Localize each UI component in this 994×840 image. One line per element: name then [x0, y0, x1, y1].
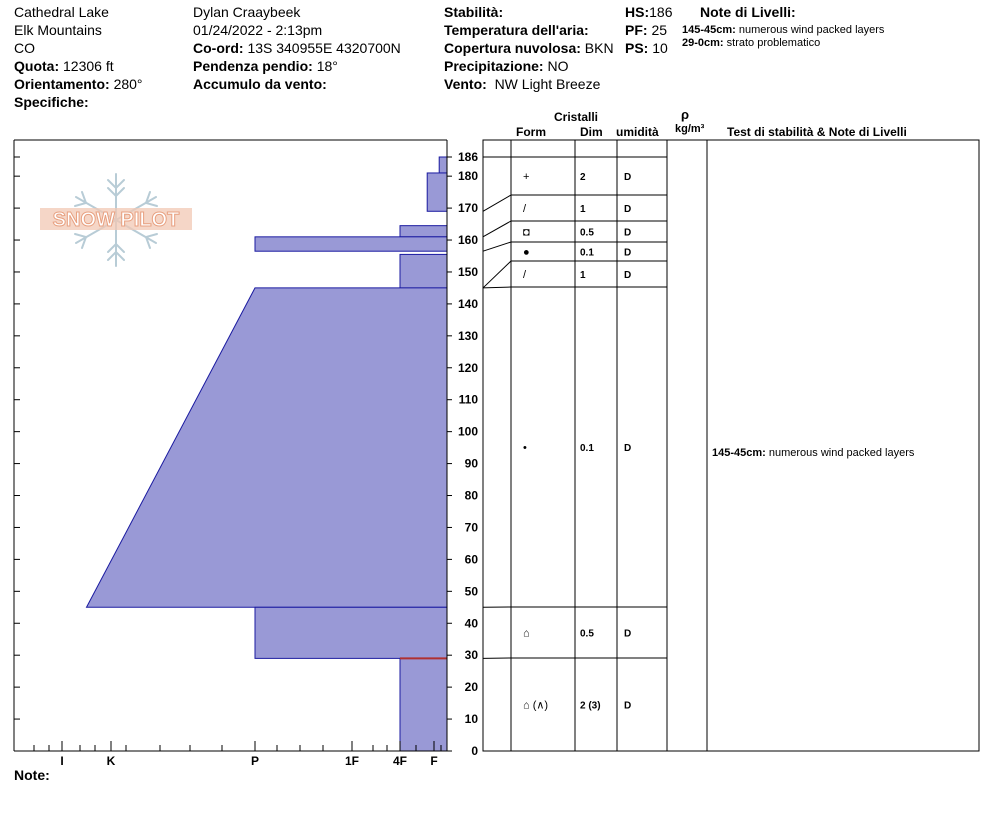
layer-moisture-5: D [624, 270, 632, 281]
layer-form-3: ◘ [523, 226, 530, 239]
hardness-layer-5 [400, 254, 447, 288]
hardness-tick-label-1F: 1F [344, 754, 360, 768]
state: CO [14, 40, 35, 56]
hs-label: HS: [625, 4, 650, 20]
layer-form-6: • [523, 442, 527, 454]
cloud-value: BKN [584, 40, 614, 56]
layer-notes-title: Note di Livelli: [700, 4, 796, 20]
depth-tick-label-20: 20 [464, 680, 478, 695]
logo-text: SNOW PILOT [52, 209, 180, 231]
depth-tick-label-50: 50 [464, 584, 478, 599]
layer-moisture-6: D [624, 443, 632, 454]
moisture-header: umidità [616, 125, 659, 139]
hardness-layer-1 [439, 157, 447, 173]
depth-connector-4 [483, 261, 511, 288]
wind-value: NW Light Breeze [494, 76, 601, 92]
notes-label: Note: [14, 767, 50, 783]
slope-label: Pendenza pendio: [193, 58, 313, 74]
layer-note-2-text: strato problematico [726, 37, 821, 49]
aspect-label: Orientamento: [14, 76, 110, 92]
aspect-value: 280° [113, 76, 143, 92]
density-unit: kg/m³ [675, 123, 705, 135]
hardness-layer-7 [255, 607, 447, 658]
layer-size-5: 1 [580, 270, 586, 281]
layer-table [483, 140, 979, 751]
hardness-layer-8 [400, 658, 447, 751]
depth-tick-label-110: 110 [458, 392, 478, 407]
depth-tick-label-180: 180 [457, 169, 478, 184]
depth-tick-label-186: 186 [457, 150, 478, 164]
depth-tick-label-140: 140 [457, 296, 478, 311]
layer-size-7: 0.5 [580, 628, 594, 640]
pf-label: PF: [625, 22, 648, 38]
hardness-plot [14, 140, 447, 751]
depth-tick-label-120: 120 [457, 360, 478, 375]
layer-form-4: ● [523, 246, 530, 259]
depth-tick-label-90: 90 [464, 456, 478, 471]
coord-label: Co-ord: [193, 40, 244, 56]
depth-tick-label-70: 70 [464, 520, 478, 535]
specifics-label: Specifiche: [14, 94, 89, 110]
hardness-tick-label-F: F [430, 754, 438, 768]
hardness-layer-6 [87, 288, 448, 607]
size-header: Dim [580, 125, 603, 139]
precip-value: NO [547, 58, 569, 74]
layer-size-4: 0.1 [580, 247, 594, 259]
stability-note-range: 145-45cm: [712, 447, 769, 459]
hardness-tick-label-K: K [106, 754, 116, 768]
depth-tick-label-80: 80 [464, 488, 478, 503]
hardness-tick-label-P: P [250, 754, 260, 768]
observer-name: Dylan Craaybeek [193, 4, 301, 20]
precip-label: Precipitazione: [444, 58, 544, 74]
location: Cathedral Lake [14, 4, 109, 20]
crystals-header: Cristalli [554, 110, 599, 124]
coord-value: 13S 340955E 4320700N [247, 40, 401, 56]
depth-connector-1 [483, 195, 511, 211]
layer-size-1: 2 [580, 172, 586, 183]
depth-tick-label-10: 10 [464, 712, 478, 727]
layer-moisture-7: D [624, 628, 632, 640]
layer-note-1-range: 145-45cm: [682, 24, 736, 36]
depth-connector-5 [483, 287, 511, 288]
layer-size-6: 0.1 [580, 443, 594, 454]
layer-size-8: 2 (3) [580, 700, 601, 712]
hardness-tick-label-4F: 4F [392, 754, 408, 768]
hardness-layer-4 [255, 237, 447, 251]
depth-tick-label-100: 100 [457, 424, 478, 439]
layer-moisture-3: D [624, 227, 632, 239]
stability-note [712, 447, 915, 459]
layer-moisture-8: D [624, 700, 632, 712]
layer-size-2: 1 [580, 204, 586, 215]
layer-form-5: / [523, 269, 527, 281]
elevation-label: Quota: [14, 58, 60, 74]
layer-form-8: ⌂ (∧) [523, 699, 549, 712]
layer-moisture-4: D [624, 247, 632, 259]
stability-label: Stabilità: [444, 4, 504, 20]
layer-size-3: 0.5 [580, 227, 594, 239]
layer-form-7: ⌂ [523, 627, 530, 640]
air-temp-label: Temperatura dell'aria: [444, 22, 589, 38]
hardness-axis [14, 741, 447, 768]
depth-tick-label-160: 160 [457, 233, 478, 248]
density-symbol: ρ [681, 107, 690, 122]
layer-moisture-2: D [624, 204, 632, 215]
hardness-layer-3 [400, 226, 447, 237]
hs-value: 186 [649, 4, 673, 20]
wind-label: Vento: [444, 76, 487, 92]
depth-tick-label-0: 0 [471, 744, 478, 758]
hardness-tick-label-I: I [60, 754, 64, 768]
layer-note-1-text: numerous wind packed layers [738, 24, 885, 36]
hardness-layer-2 [427, 173, 447, 211]
slope-value: 18° [316, 58, 338, 74]
depth-connector-3 [483, 242, 511, 251]
form-header: Form [516, 125, 546, 139]
depth-tick-label-170: 170 [457, 201, 478, 216]
layer-form-1: + [523, 171, 530, 183]
cloud-label: Copertura nuvolosa: [444, 40, 581, 56]
depth-tick-label-150: 150 [457, 264, 478, 279]
elevation-value: 12306 ft [63, 58, 114, 74]
mountain-range: Elk Mountains [14, 22, 102, 38]
wind-load-label: Accumulo da vento: [193, 76, 327, 92]
ps-value: 10 [652, 40, 668, 56]
depth-tick-label-130: 130 [457, 328, 478, 343]
depth-connector-2 [483, 221, 511, 237]
observation-datetime: 01/24/2022 - 2:13pm [193, 22, 323, 38]
layer-form-2: / [523, 203, 527, 215]
layer-note-2-range: 29-0cm: [682, 37, 724, 49]
pf-value: 25 [651, 22, 668, 38]
stability-notes-header: Test di stabilità & Note di Livelli [727, 125, 907, 139]
layer-moisture-1: D [624, 172, 632, 183]
ps-label: PS: [625, 40, 649, 56]
depth-tick-label-40: 40 [464, 616, 478, 631]
depth-tick-label-30: 30 [464, 648, 478, 663]
stability-note-text: numerous wind packed layers [768, 447, 915, 459]
depth-tick-label-60: 60 [464, 552, 478, 567]
table-frame [483, 140, 979, 751]
